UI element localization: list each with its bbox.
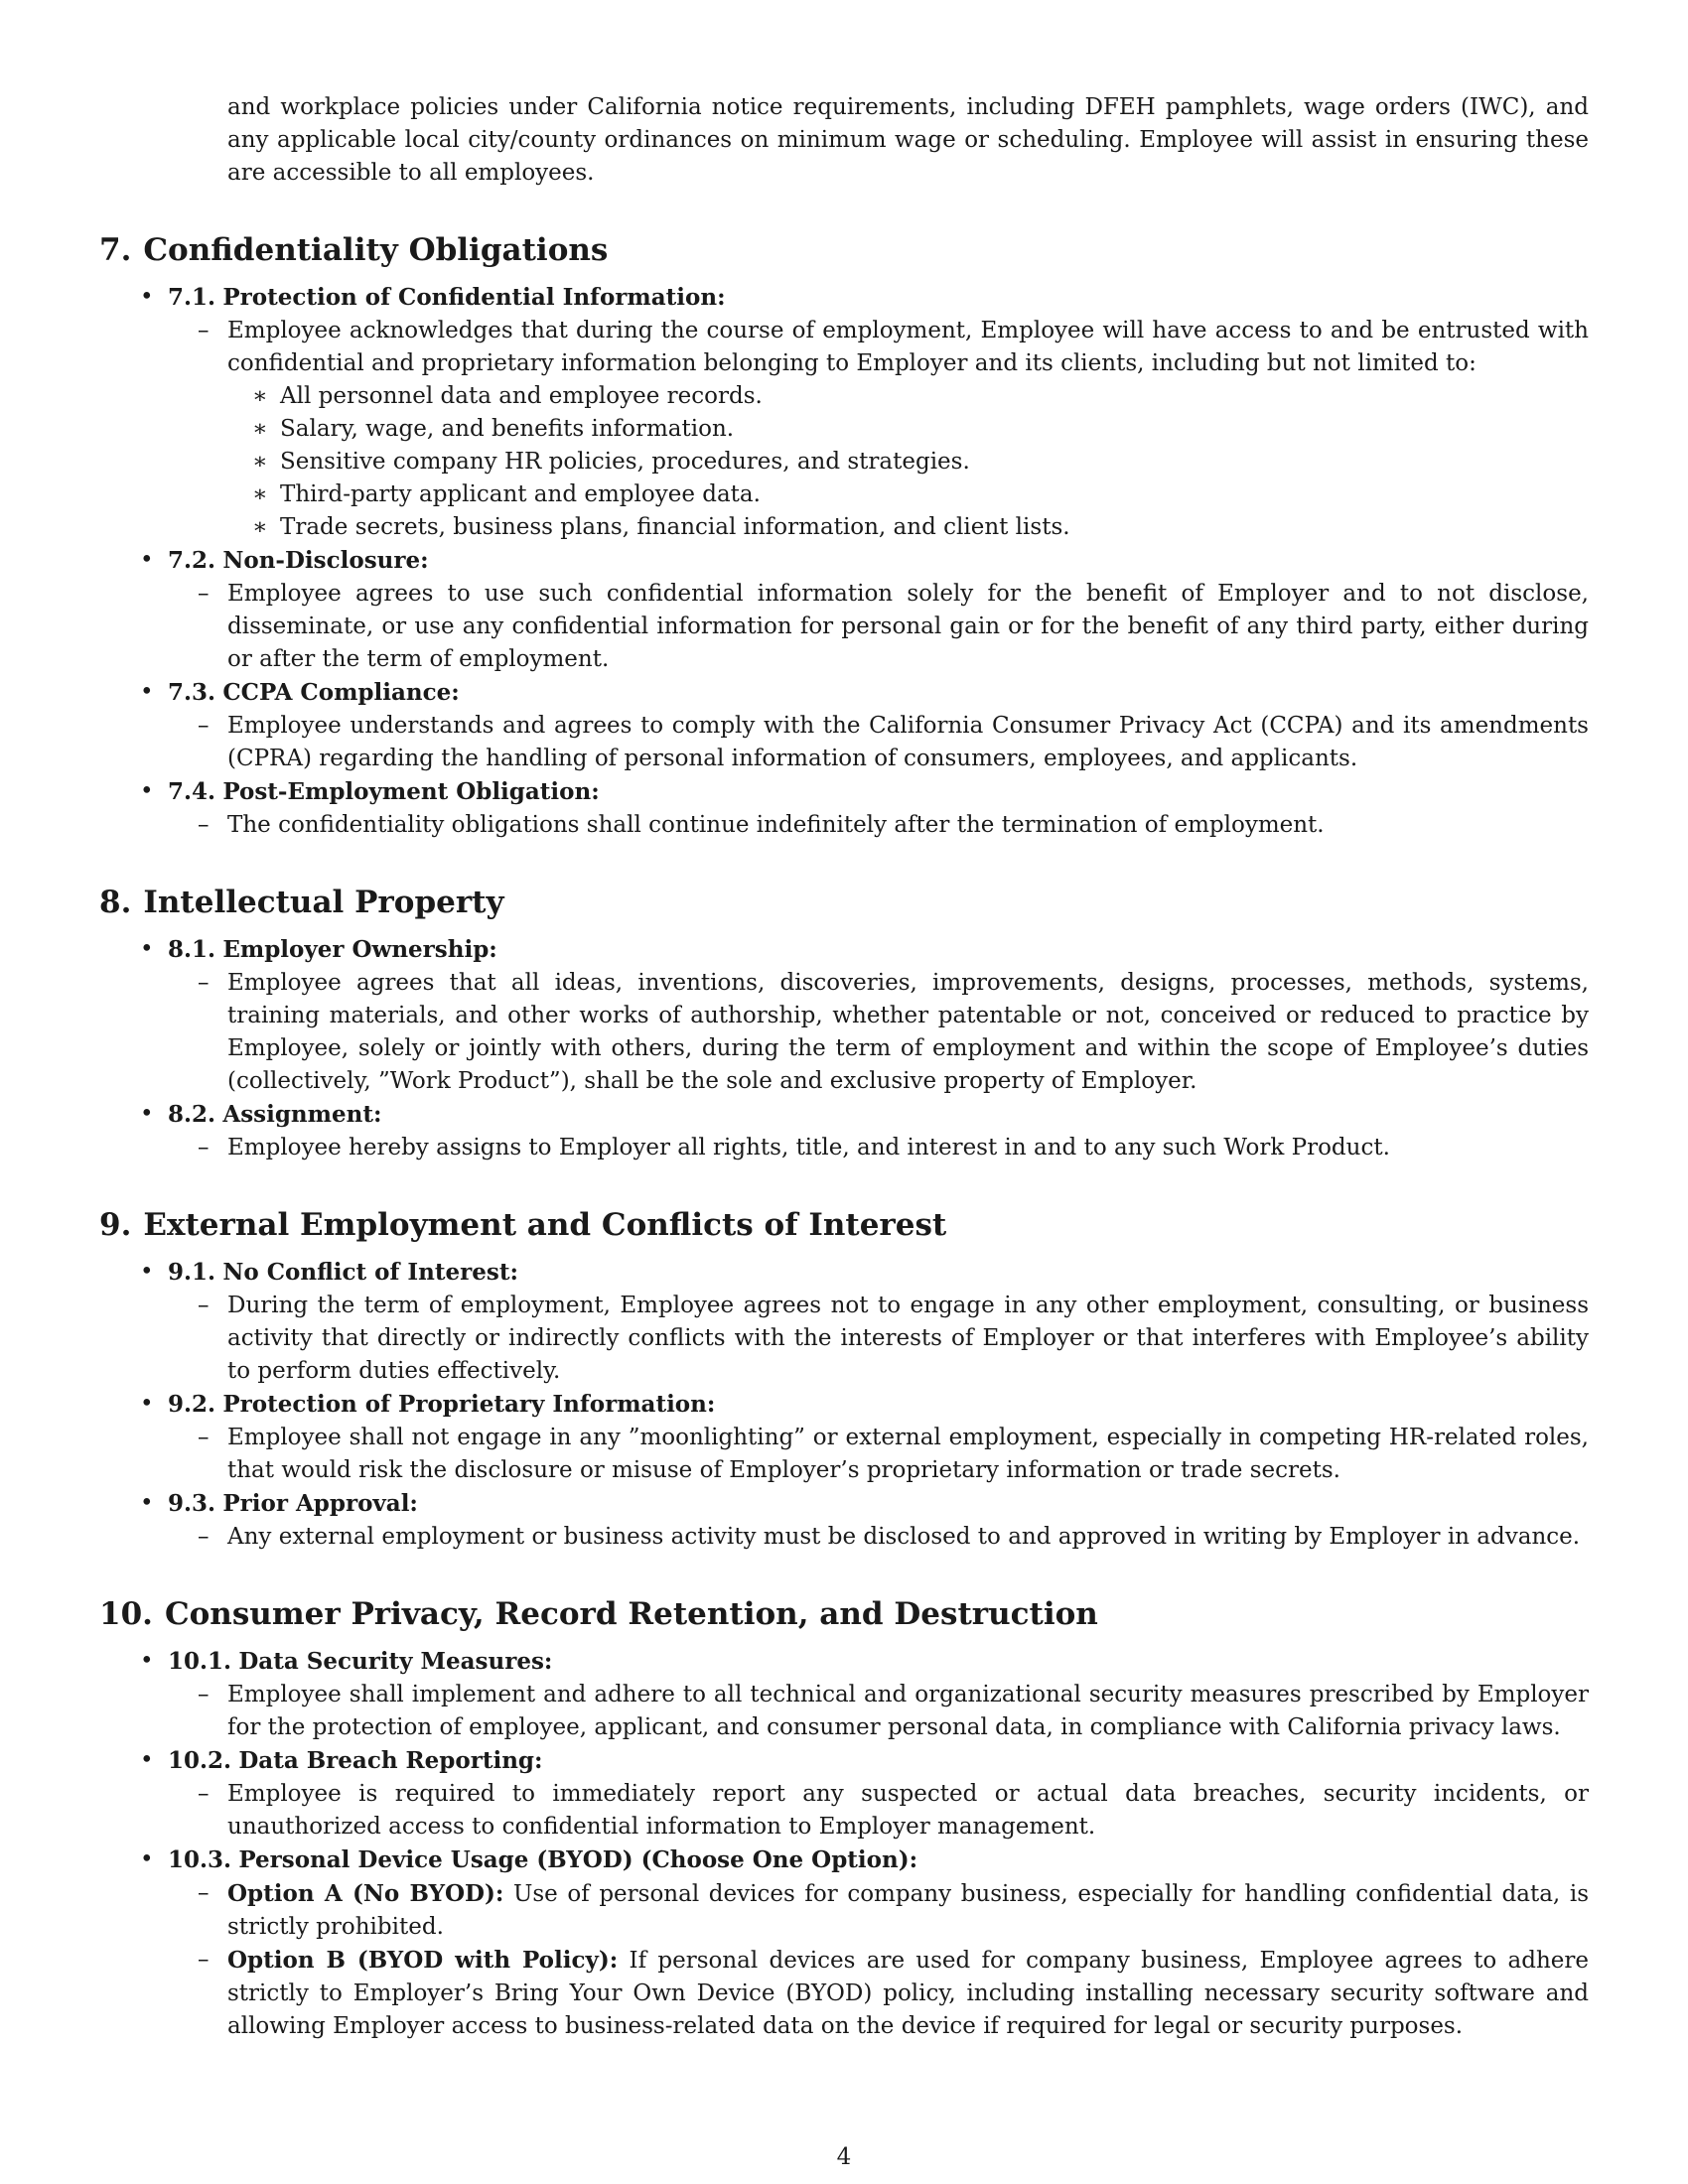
bullet-icon: •	[140, 936, 154, 962]
subsection-number: 7.3.	[168, 679, 216, 706]
sub-item-text: Salary, wage, and benefits information.	[280, 416, 735, 442]
section-heading	[99, 1595, 1589, 1633]
bullet-icon: •	[140, 679, 154, 705]
bullet-icon: •	[140, 1101, 154, 1127]
item-text: Employee is required to immediately report any suspected or actual data breaches, security incidents, or unauthorized access to confidential information to Employer management.	[227, 1781, 1589, 1840]
bullet-icon: •	[140, 1747, 154, 1773]
asterisk-icon: ∗	[252, 514, 268, 540]
dash-icon: –	[198, 1425, 210, 1450]
section-title: External Employment and Conflicts of Interest	[143, 1207, 947, 1243]
list-item	[198, 1290, 1589, 1388]
dash-icon: –	[198, 1781, 210, 1807]
item-text: Employee acknowledges that during the course of employment, Employee will have access to and be entrusted with confidential and proprietary information belonging to Employer and its clients, including but not limited to:	[227, 318, 1589, 376]
sub-item-text: All personnel data and employee records.	[280, 383, 763, 409]
subsection-number: 8.1.	[168, 936, 216, 963]
dash-icon: –	[198, 713, 210, 739]
sub-list-item	[252, 511, 1589, 544]
item-text: Employee shall implement and adhere to all technical and organizational security measures prescribed by Employer for the protection of employee, applicant, and consumer personal data, in compliance with California privacy laws.	[227, 1682, 1589, 1740]
bullet-icon: •	[140, 1648, 154, 1674]
bullet-icon: •	[140, 547, 154, 573]
item-text: Use of personal devices for company business, especially for handling confidential data, is strictly prohibited.	[227, 1881, 1589, 1940]
subsection-title: No Conflict of Interest:	[222, 1259, 518, 1286]
item-text: Employee hereby assigns to Employer all rights, title, and interest in and to any such Work Product.	[227, 1135, 1390, 1160]
dash-icon: –	[198, 581, 210, 607]
page-number: 4	[836, 2144, 852, 2170]
subsection-number: 8.2.	[168, 1101, 216, 1128]
section-heading	[99, 231, 1589, 269]
sub-item-text: Sensitive company HR policies, procedures, and strategies.	[280, 449, 970, 475]
bullet-icon: •	[140, 1391, 154, 1417]
asterisk-icon: ∗	[252, 481, 268, 507]
asterisk-icon: ∗	[252, 383, 268, 409]
sub-item-text: Third-party applicant and employee data.	[280, 481, 761, 507]
sub-list-item	[252, 413, 1589, 446]
subsection-heading	[140, 544, 1589, 578]
subsection-number: 7.2.	[168, 547, 216, 574]
item-text: If personal devices are used for company business, Employee agrees to adhere strictly to Employer’s Bring Your Own Device (BYOD) policy, including installing necessary security software and allowing Employer access to business-related data on the device if required for legal or security purposes.	[227, 1948, 1590, 2039]
sub-item-text: Trade secrets, business plans, financial information, and client lists.	[280, 514, 1070, 540]
subsection-heading	[140, 1388, 1589, 1422]
bullet-icon: •	[140, 284, 154, 310]
subsection-number: 10.3.	[168, 1846, 232, 1873]
subsection-heading	[140, 1256, 1589, 1290]
sub-list-item	[252, 380, 1589, 413]
asterisk-icon: ∗	[252, 416, 268, 442]
subsection-title: Employer Ownership:	[222, 936, 497, 963]
item-text: The confidentiality obligations shall continue indefinitely after the termination of employment.	[227, 812, 1325, 838]
list-item	[198, 315, 1589, 380]
section-title: Confidentiality Obligations	[143, 232, 609, 268]
dash-icon: –	[198, 1293, 210, 1318]
intro-paragraph: and workplace policies under California notice requirements, including DFEH pamphlets, wage orders (IWC), and any applicable local city/county ordinances on minimum wage or scheduling. Employee will assist in ensuring these are accessible to all employees.	[227, 94, 1589, 186]
subsection-heading	[140, 1098, 1589, 1132]
item-text: Employee understands and agrees to comply with the California Consumer Privacy Act (CCPA) and its amendments (CPRA) regarding the handling of personal information of consumers, employees, and applicants.	[227, 713, 1589, 771]
section-title: Consumer Privacy, Record Retention, and Destruction	[164, 1596, 1098, 1632]
section-number: 7.	[99, 232, 132, 268]
list-item	[198, 1877, 1589, 1944]
item-text: Employee agrees that all ideas, inventions, discoveries, improvements, designs, processes, methods, systems, training materials, and other works of authorship, whether patentable or not, conceived or reduced to practice by Employee, solely or jointly with others, during the term of employment and within the scope of Employee’s duties (collectively, ”Work Product”), shall be the sole and exclusive property of Employer.	[227, 970, 1589, 1094]
sections-container	[99, 231, 1589, 2043]
subsection-number: 10.2.	[168, 1747, 232, 1774]
bullet-icon: •	[140, 1846, 154, 1872]
list-item	[198, 1679, 1589, 1744]
subsection-number: 7.1.	[168, 284, 216, 311]
bullet-icon: •	[140, 1490, 154, 1516]
subsection-title: Data Security Measures:	[238, 1648, 553, 1675]
dash-icon: –	[198, 1880, 210, 1906]
dash-icon: –	[198, 1682, 210, 1707]
option-label: Option B (BYOD with Policy):	[227, 1947, 619, 1974]
subsection-number: 9.2.	[168, 1391, 216, 1418]
subsection-number: 9.1.	[168, 1259, 216, 1286]
section-title: Intellectual Property	[143, 885, 504, 920]
subsection-heading	[140, 1843, 1589, 1877]
subsection-number: 10.1.	[168, 1648, 232, 1675]
subsection-number: 7.4.	[168, 778, 216, 805]
option-label: Option A (No BYOD):	[227, 1880, 504, 1907]
sub-list-item	[252, 478, 1589, 511]
item-text: Employee shall not engage in any ”moonlighting” or external employment, especially in competing HR-related roles, that would risk the disclosure or misuse of Employer’s proprietary information or trade secrets.	[227, 1425, 1589, 1483]
subsection-title: Post-Employment Obligation:	[222, 778, 600, 805]
subsection-heading	[140, 1645, 1589, 1679]
list-item	[198, 1944, 1590, 2043]
subsection-heading	[140, 676, 1589, 710]
sub-list-item	[252, 446, 1589, 478]
list-item	[198, 809, 1589, 842]
list-item	[198, 967, 1589, 1098]
list-item	[198, 1778, 1589, 1843]
subsection-title: Protection of Confidential Information:	[222, 284, 726, 311]
list-item	[198, 1521, 1589, 1554]
dash-icon: –	[198, 812, 210, 838]
subsection-title: Non-Disclosure:	[222, 547, 429, 574]
dash-icon: –	[198, 970, 210, 996]
dash-icon: –	[198, 318, 210, 343]
list-item	[198, 1422, 1589, 1487]
subsection-heading	[140, 775, 1589, 809]
dash-icon: –	[198, 1524, 210, 1550]
subsection-heading	[140, 1744, 1589, 1778]
item-text: During the term of employment, Employee agrees not to engage in any other employment, consulting, or business activity that directly or indirectly conflicts with the interests of Employer or that interferes with Employee’s ability to perform duties effectively.	[227, 1293, 1589, 1384]
subsection-title: Protection of Proprietary Information:	[222, 1391, 716, 1418]
subsection-title: CCPA Compliance:	[222, 679, 460, 706]
section-number: 8.	[99, 885, 132, 920]
list-item	[198, 578, 1589, 676]
subsection-title: Personal Device Usage (BYOD) (Choose One Option):	[238, 1846, 918, 1873]
bullet-icon: •	[140, 778, 154, 804]
document-page	[99, 91, 1589, 2043]
dash-icon: –	[198, 1135, 210, 1160]
subsection-number: 9.3.	[168, 1490, 216, 1517]
list-item	[198, 1132, 1589, 1164]
subsection-heading	[140, 933, 1589, 967]
subsection-heading	[140, 1487, 1589, 1521]
bullet-icon: •	[140, 1259, 154, 1285]
section-heading	[99, 884, 1589, 921]
subsection-heading	[140, 281, 1589, 315]
dash-icon: –	[198, 1947, 210, 1973]
list-item	[198, 710, 1589, 775]
section-number: 9.	[99, 1207, 132, 1243]
section-number: 10.	[99, 1596, 153, 1632]
asterisk-icon: ∗	[252, 449, 268, 475]
section-heading	[99, 1206, 1589, 1244]
subsection-title: Data Breach Reporting:	[238, 1747, 543, 1774]
item-text: Any external employment or business activity must be disclosed to and approved in writing by Employer in advance.	[227, 1524, 1581, 1550]
subsection-title: Assignment:	[222, 1101, 382, 1128]
subsection-title: Prior Approval:	[222, 1490, 418, 1517]
item-text: Employee agrees to use such confidential information solely for the benefit of Employer and to not disclose, disseminate, or use any confidential information for personal gain or for the benefit of any third party, either during or after the term of employment.	[227, 581, 1589, 672]
